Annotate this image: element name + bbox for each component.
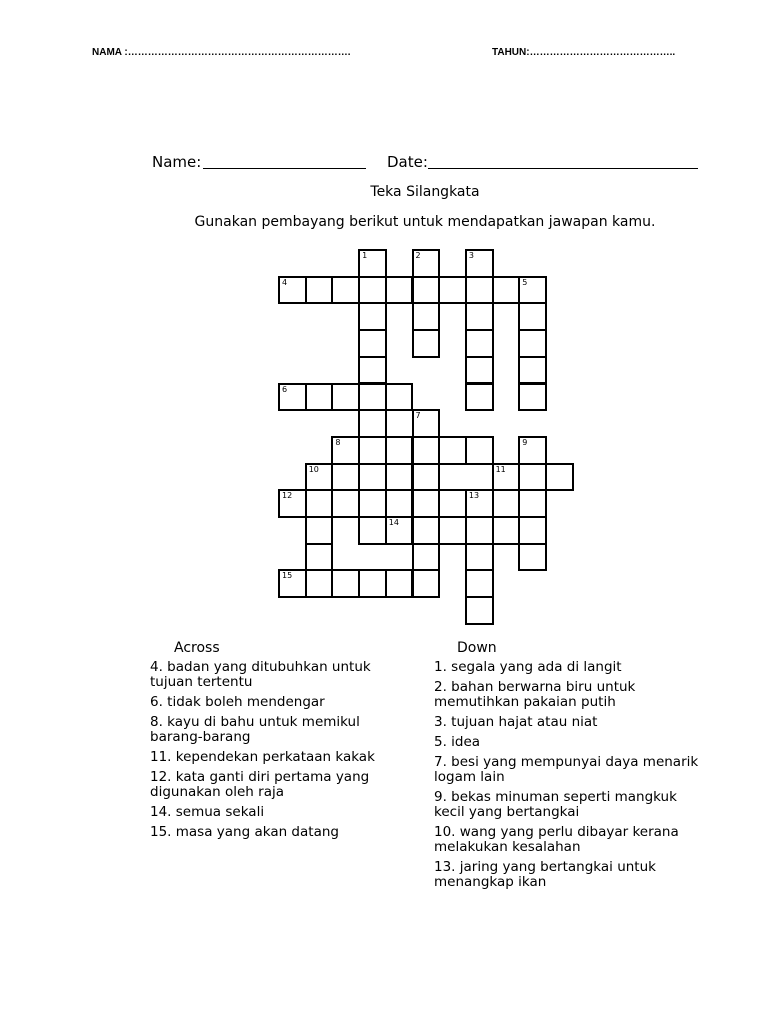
crossword-cell[interactable] <box>465 276 494 305</box>
crossword-cell[interactable] <box>358 276 387 305</box>
crossword-cell[interactable] <box>305 516 334 545</box>
clue-number: 15 <box>282 571 293 581</box>
clue-number: 3 <box>468 251 474 260</box>
crossword-cell[interactable] <box>465 383 494 412</box>
crossword-cell[interactable] <box>358 463 387 492</box>
date-label: Date: <box>387 153 428 171</box>
crossword-cell[interactable] <box>412 463 441 492</box>
crossword-cell[interactable] <box>438 489 467 518</box>
down-clue: 1. segala yang ada di langit <box>434 659 622 675</box>
crossword-cell[interactable] <box>385 383 414 412</box>
crossword-cell[interactable] <box>412 276 441 305</box>
crossword-cell[interactable] <box>465 329 494 358</box>
crossword-cell[interactable] <box>518 543 547 572</box>
nama-field[interactable]: NAMA :…………………………………………………………. <box>92 47 351 58</box>
crossword-cell[interactable] <box>331 276 360 305</box>
crossword-cell[interactable] <box>518 356 547 385</box>
crossword-cell[interactable] <box>358 356 387 385</box>
down-clue: 9. bekas minuman seperti mangkuk kecil yang bertangkai <box>434 789 677 820</box>
crossword-cell[interactable] <box>465 302 494 331</box>
down-clue: 2. bahan berwarna biru untuk memutihkan pakaian putih <box>434 679 636 710</box>
crossword-cell[interactable] <box>518 276 547 305</box>
down-clue: 3. tujuan hajat atau niat <box>434 714 598 730</box>
clue-number: 13 <box>468 491 480 501</box>
crossword-cell[interactable] <box>412 569 441 598</box>
crossword-cell[interactable] <box>545 463 574 492</box>
crossword-cell[interactable] <box>385 569 414 598</box>
crossword-cell[interactable] <box>305 569 334 598</box>
crossword-cell[interactable] <box>412 249 441 278</box>
across-clue: 11. kependekan perkataan kakak <box>150 749 375 765</box>
crossword-cell[interactable] <box>358 302 387 331</box>
clue-number: 12 <box>282 491 293 501</box>
clue-number: 1 <box>362 251 368 260</box>
clue-number: 14 <box>388 518 399 527</box>
crossword-cell[interactable] <box>385 516 414 545</box>
crossword-cell[interactable] <box>465 489 494 518</box>
crossword-cell[interactable] <box>465 436 494 465</box>
across-clue: 8. kayu di bahu untuk memikul barang-barang <box>150 714 360 745</box>
across-clue: 12. kata ganti diri pertama yang digunakan oleh raja <box>150 769 370 800</box>
across-clue: 4. badan yang ditubuhkan untuk tujuan tertentu <box>150 659 371 690</box>
crossword-cell[interactable] <box>518 436 547 465</box>
crossword-cell[interactable] <box>465 249 494 278</box>
crossword-cell[interactable] <box>278 383 307 412</box>
crossword-cell[interactable] <box>278 489 307 518</box>
clue-number: 2 <box>415 251 421 260</box>
crossword-cell[interactable] <box>331 489 360 518</box>
crossword-cell[interactable] <box>305 543 334 572</box>
clue-number: 7 <box>415 411 421 421</box>
crossword-cell[interactable] <box>331 383 360 412</box>
crossword-cell[interactable] <box>465 596 494 625</box>
clue-number: 8 <box>335 437 341 447</box>
crossword-cell[interactable] <box>358 436 387 465</box>
clue-number: 10 <box>308 464 319 474</box>
down-clue: 10. wang yang perlu dibayar kerana melakukan kesalahan <box>434 824 679 855</box>
clue-number: 5 <box>522 277 528 287</box>
crossword-cell[interactable] <box>518 302 547 331</box>
across-clue-list <box>150 660 390 845</box>
crossword-cell[interactable] <box>492 463 521 492</box>
crossword-cell[interactable] <box>465 356 494 385</box>
crossword-cell[interactable] <box>518 383 547 412</box>
crossword-cell[interactable] <box>331 463 360 492</box>
crossword-cell[interactable] <box>492 516 521 545</box>
crossword-cell[interactable] <box>465 569 494 598</box>
clue-number: 6 <box>282 384 288 394</box>
across-heading: Across <box>174 640 220 656</box>
crossword-cell[interactable] <box>438 516 467 545</box>
crossword-cell[interactable] <box>412 329 441 358</box>
crossword-cell[interactable] <box>412 543 441 572</box>
crossword-cell[interactable] <box>305 383 334 412</box>
crossword-cell[interactable] <box>492 276 521 305</box>
clue-number: 11 <box>495 464 506 474</box>
crossword-cell[interactable] <box>331 436 360 465</box>
name-label: Name: <box>152 153 202 171</box>
down-clue: 7. besi yang mempunyai daya menarik logam lain <box>434 754 699 785</box>
crossword-cell[interactable] <box>465 516 494 545</box>
crossword-cell[interactable] <box>385 276 414 305</box>
crossword-cell[interactable] <box>358 409 387 438</box>
crossword-cell[interactable] <box>385 463 414 492</box>
crossword-cell[interactable] <box>358 489 387 518</box>
crossword-cell[interactable] <box>438 436 467 465</box>
down-clue-list <box>434 660 709 895</box>
crossword-cell[interactable] <box>358 329 387 358</box>
across-clue: 14. semua sekali <box>150 804 265 820</box>
crossword-cell[interactable] <box>412 436 441 465</box>
crossword-cell[interactable] <box>518 516 547 545</box>
crossword-cell[interactable] <box>305 276 334 305</box>
across-clue: 15. masa yang akan datang <box>150 824 339 840</box>
crossword-cell[interactable] <box>412 489 441 518</box>
crossword-cell[interactable] <box>358 383 387 412</box>
crossword-cell[interactable] <box>358 249 387 278</box>
crossword-cell[interactable] <box>518 489 547 518</box>
crossword-cell[interactable] <box>412 409 441 438</box>
crossword-cell[interactable] <box>305 463 334 492</box>
crossword-cell[interactable] <box>331 569 360 598</box>
crossword-cell[interactable] <box>278 276 307 305</box>
crossword-cell[interactable] <box>518 463 547 492</box>
puzzle-instruction: Gunakan pembayang berikut untuk mendapatkan jawapan kamu. <box>194 214 656 230</box>
down-clue: 5. idea <box>434 734 481 750</box>
clue-number: 9 <box>522 437 528 447</box>
crossword-cell[interactable] <box>305 489 334 518</box>
clue-number: 4 <box>282 277 288 287</box>
crossword-cell[interactable] <box>412 516 441 545</box>
crossword-cell[interactable] <box>385 489 414 518</box>
puzzle-title: Teka Silangkata <box>370 184 480 200</box>
crossword-cell[interactable] <box>412 302 441 331</box>
across-clue: 6. tidak boleh mendengar <box>150 694 325 710</box>
crossword-cell[interactable] <box>358 516 387 545</box>
crossword-cell[interactable] <box>358 569 387 598</box>
crossword-cell[interactable] <box>385 436 414 465</box>
crossword-cell[interactable] <box>438 276 467 305</box>
down-clue: 13. jaring yang bertangkai untuk menangkap ikan <box>434 859 656 890</box>
crossword-cell[interactable] <box>465 543 494 572</box>
down-heading: Down <box>457 640 497 656</box>
tahun-field[interactable]: TAHUN:…………………………………….. <box>492 47 676 58</box>
crossword-cell[interactable] <box>518 329 547 358</box>
crossword-cell[interactable] <box>278 569 307 598</box>
